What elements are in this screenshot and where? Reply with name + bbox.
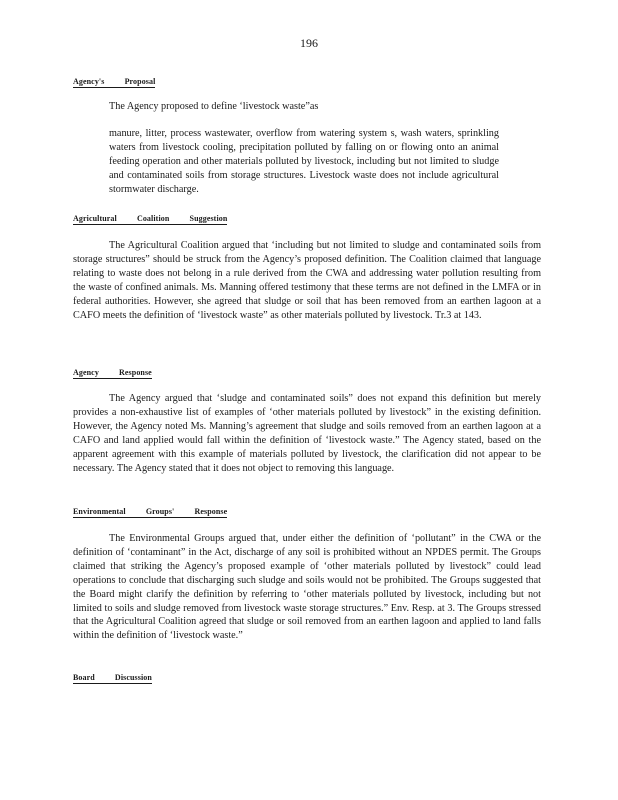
heading-environmental-groups: Environmental Groups' Response [73, 507, 228, 516]
page-number: 196 [300, 36, 318, 50]
heading-board-discussion: Board Discussion [73, 673, 152, 682]
environmental-groups-paragraph: The Environmental Groups argued that, under either the definition of ‘pollutant” in the CWA or the definition of ‘contaminant” in the Act, discharge of any soil is prohibited without an NPDES permit. The Groups claimed that striking the Agency’s proposed example of ‘other materials polluted by livestock” could lead operations to conclude that discharging such sludge and soils would not be prohibited. The Groups suggested that the Board might clarify the definition by referring to ‘other materials polluted by livestock, including but not limited to soils and sludge removed from livestock waste storage structures.” Env. Resp. at 3. The Groups stressed that the Agricultural Coalition agreed that sludge or soil removed from an earthen lagoon and applied to land falls within the definition of ‘livestock waste.” [73, 533, 541, 642]
agency-proposal-quote: manure, litter, process wastewater, overflow from watering system s, wash waters, sprinkling waters from livestock cooling, precipitation polluted by falling on or flowing onto an animal feeding operation and other materials polluted by livestock, including but not limited to sludge and contaminated soils from storage structures. Livestock waste does not include agricultural stormwater discharge. [109, 128, 499, 195]
agency-response-paragraph: The Agency argued that ‘sludge and contaminated soils” does not expand this definition but merely provides a non-exhaustive list of examples of ‘other materials polluted by livestock” in the existing definition. However, the Agency noted Ms. Manning’s agreement that sludge and soils removed from an earthen lagoon at a CAFO and land applied would fall within the definition of ‘livestock waste.” The Agency stated, based on the apparent agreement with this example of materials polluted by livestock, the clarification did not appear to be necessary. The Agency stated that it does not object to removing this language. [73, 393, 541, 474]
heading-agency-proposal: Agency's Proposal [73, 77, 156, 86]
agency-proposal-intro: The Agency proposed to define ‘livestock waste”as [109, 101, 319, 112]
heading-agricultural-coalition: Agricultural Coalition Suggestion [73, 214, 228, 223]
heading-agency-response: Agency Response [73, 368, 152, 377]
agricultural-coalition-paragraph: The Agricultural Coalition argued that ‘including but not limited to sludge and contaminated soils from storage structures” should be struck from the Agency’s proposed definition. The Coalition claimed that language relating to waste does not belong in a rule derived from the CWA and addressing water pollution resulting from the waste of confined animals. Ms. Manning offered testimony that these terms are not defined in the LMFA or in federal authorities. However, she agreed that sludge or soil that has been removed from an earthen lagoon at a CAFO meets the definition of ‘livestock waste” as other materials polluted by livestock. Tr.3 at 143. [73, 240, 541, 321]
